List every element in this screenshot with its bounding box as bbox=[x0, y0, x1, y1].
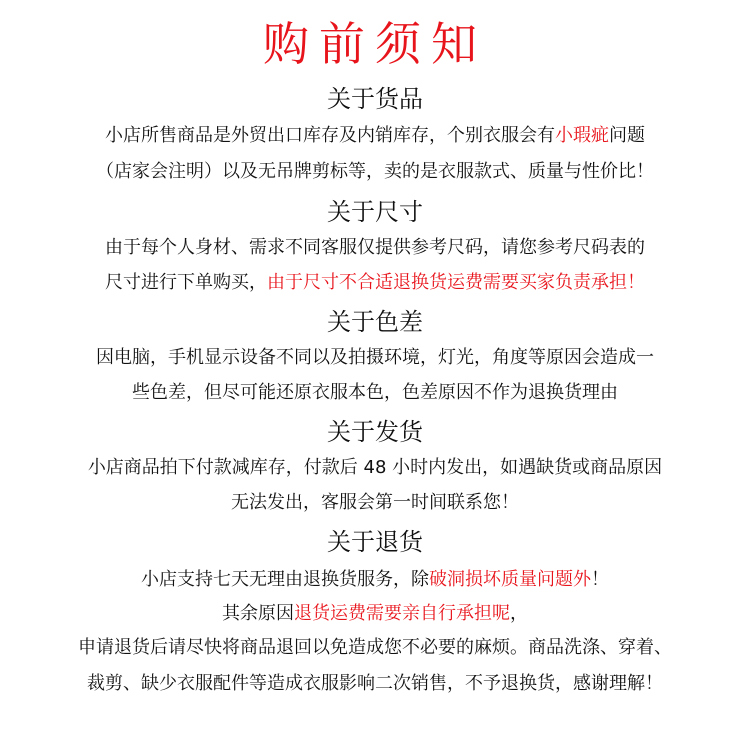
returns-line-4: 裁剪、缺少衣服配件等造成衣服影响二次销售，不予退换货，感谢理解！ bbox=[87, 673, 663, 694]
goods-line-1-text-b: 问题 bbox=[609, 125, 645, 146]
color-line-1: 因电脑，手机显示设备不同以及拍摄环境，灯光，角度等原因会造成一 bbox=[96, 347, 654, 368]
size-line-2-highlight: 由于尺寸不合适退换货运费需要买家负责承担！ bbox=[267, 272, 645, 293]
returns-line-2-highlight: 退货运费需要亲自行承担呢 bbox=[294, 603, 510, 624]
shipping-line-1: 小店商品拍下付款减库存，付款后 48 小时内发出，如遇缺货或商品原因 bbox=[87, 457, 663, 478]
size-line-2-text: 尺寸进行下单购买， bbox=[105, 272, 267, 293]
section-heading-color: 关于色差 bbox=[327, 308, 423, 336]
size-line-1: 由于每个人身材、需求不同客服仅提供参考尺码，请您参考尺码表的 bbox=[105, 237, 645, 258]
returns-line-2-text-a: 其余原因 bbox=[222, 603, 294, 624]
returns-line-2 bbox=[0, 601, 750, 627]
section-heading-size: 关于尺寸 bbox=[327, 198, 423, 226]
returns-line-3: 申请退货后请尽快将商品退回以免造成您不必要的麻烦。商品洗涤、穿着、 bbox=[78, 637, 672, 658]
goods-line-1 bbox=[0, 123, 750, 149]
returns-line-1-text-a: 小店支持七天无理由退换货服务，除 bbox=[141, 569, 429, 590]
page-title: 购前须知 bbox=[263, 17, 487, 71]
returns-line-2-text-b: ， bbox=[510, 603, 528, 624]
returns-line-1-highlight: 破洞损坏质量问题外 bbox=[429, 569, 591, 590]
returns-line-1-text-b: ！ bbox=[591, 569, 609, 590]
section-heading-returns: 关于退货 bbox=[327, 528, 423, 556]
goods-line-2: （店家会注明）以及无吊牌剪标等，卖的是衣服款式、质量与性价比！ bbox=[96, 161, 654, 182]
section-heading-goods: 关于货品 bbox=[327, 85, 423, 113]
returns-line-1 bbox=[0, 567, 750, 593]
goods-line-1-highlight: 小瑕疵 bbox=[555, 125, 609, 146]
size-line-2 bbox=[0, 270, 750, 296]
goods-line-1-text-a: 小店所售商品是外贸出口库存及内销库存，个别衣服会有 bbox=[105, 125, 555, 146]
color-line-2: 些色差，但尽可能还原衣服本色，色差原因不作为退换货理由 bbox=[132, 382, 618, 403]
shipping-line-2: 无法发出，客服会第一时间联系您！ bbox=[231, 492, 519, 513]
section-heading-shipping: 关于发货 bbox=[327, 418, 423, 446]
